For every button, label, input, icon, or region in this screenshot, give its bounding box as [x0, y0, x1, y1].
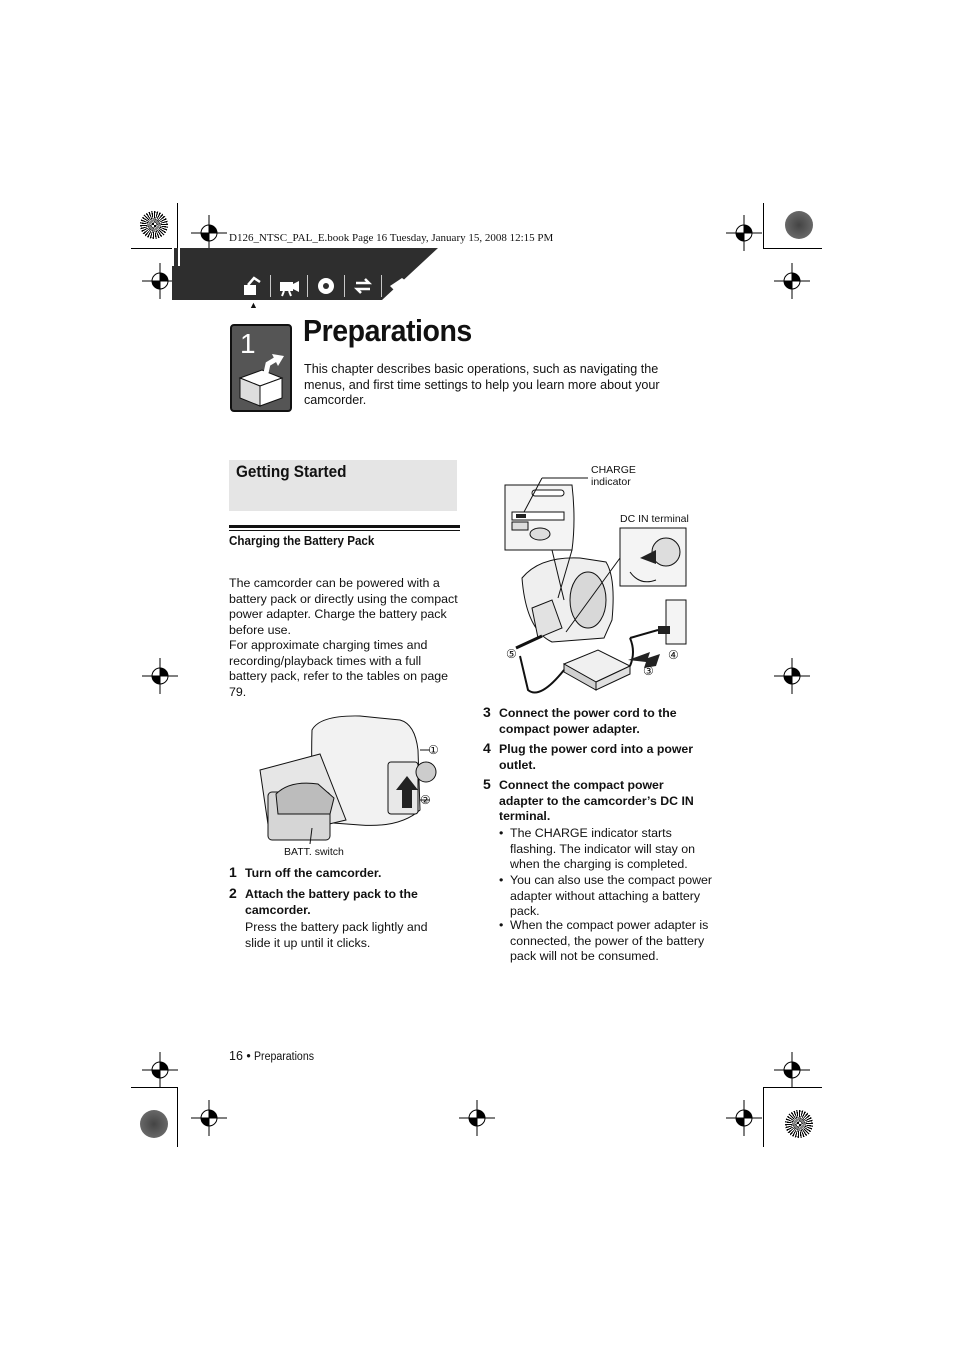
callout-4: ④ [668, 648, 679, 662]
body-paragraph: For approximate charging times and recording/playback times with a full battery pack, refer to the tables on page 79. [229, 638, 449, 699]
registration-mark-icon [774, 263, 810, 299]
step-1 [229, 866, 461, 884]
charge-indicator-label-line1: CHARGE [591, 464, 636, 476]
registration-mark-icon [774, 658, 810, 694]
power-adapter-illustration [480, 460, 720, 705]
callout-1: ① [428, 743, 439, 757]
step-note: Press the battery pack lightly and slide it up until it clicks. [245, 920, 428, 950]
crop-line [177, 1087, 178, 1147]
registration-mark-icon [191, 1100, 227, 1136]
star-target-icon [140, 1110, 168, 1138]
section-heading-box [229, 460, 457, 511]
step-number: 3 [483, 704, 491, 720]
bullet-glyph: • [499, 918, 504, 932]
callout-5: ⑤ [506, 647, 517, 661]
star-target-icon [785, 1110, 813, 1138]
callout-2: ② [420, 793, 431, 807]
crop-line [763, 203, 764, 248]
chapter-badge [230, 324, 292, 412]
camcorder-icon[interactable] [277, 274, 301, 298]
chapter-number: 1 [240, 328, 256, 359]
registration-mark-icon [774, 1052, 810, 1088]
bullet-text: The CHARGE indicator starts flashing. The indicator will stay on when the charging is completed. [510, 826, 696, 872]
step-text: Attach the battery pack to the camcorder. [245, 887, 418, 917]
step-5 [483, 778, 715, 828]
divider [229, 525, 460, 528]
print-header: D126_NTSC_PAL_E.book Page 16 Tuesday, January 15, 2008 12:15 PM [229, 232, 554, 244]
bullet-glyph: • [499, 873, 504, 887]
registration-mark-icon [142, 1052, 178, 1088]
bullet-item [499, 826, 715, 873]
footer-section-name: Preparations [254, 1051, 315, 1063]
body-paragraph: The camcorder can be powered with a battery pack or directly using the compact power adapter. Charge the battery pack before use. [229, 576, 458, 637]
transfer-icon[interactable] [351, 274, 375, 298]
star-target-icon [140, 211, 168, 239]
chapter-intro: This chapter describes basic operations, such as navigating the menus, and first time settings to help you learn more about your camcorder. [304, 362, 660, 407]
book-icon[interactable] [388, 274, 412, 298]
divider [229, 530, 460, 531]
step-text: Connect the compact power adapter to the camcorder’s DC IN terminal. [499, 778, 694, 823]
crop-line [763, 248, 822, 249]
charge-indicator-label-line2: indicator [591, 476, 631, 488]
bullet-item [499, 873, 715, 920]
footer-separator: • [246, 1049, 251, 1063]
camcorder-battery-drawing [250, 710, 450, 860]
batt-switch-label: BATT. switch [284, 846, 344, 858]
step-text: Plug the power cord into a power outlet. [499, 742, 694, 772]
step-2 [229, 887, 461, 923]
step-text: Turn off the camcorder. [245, 866, 382, 880]
step-number: 5 [483, 776, 491, 792]
page-title: Preparations [303, 313, 472, 348]
crop-line [131, 248, 177, 249]
dc-in-terminal-label: DC IN terminal [620, 513, 689, 525]
preparations-icon[interactable] [240, 274, 264, 298]
registration-mark-icon [726, 1100, 762, 1136]
registration-mark-icon [142, 658, 178, 694]
bullet-text: You can also use the compact power adapter without attaching a battery pack. [510, 873, 713, 919]
registration-mark-icon [726, 215, 762, 251]
chapter-nav [240, 271, 412, 301]
crop-line [763, 1087, 764, 1147]
step-number: 2 [229, 885, 237, 901]
photo-icon[interactable] [314, 274, 338, 298]
star-target-icon [785, 211, 813, 239]
battery-attach-illustration [250, 710, 450, 860]
registration-mark-icon [191, 215, 227, 251]
bullet-item [499, 918, 715, 965]
callout-3: ③ [643, 664, 654, 678]
power-adapter-drawing [480, 460, 720, 705]
box-icon [234, 352, 288, 408]
step-text: Connect the power cord to the compact power adapter. [499, 706, 677, 736]
page-number: 16 [229, 1049, 243, 1063]
step-number: 4 [483, 740, 491, 756]
crop-line [177, 203, 178, 248]
section-title: Getting Started [236, 462, 347, 481]
nav-current-marker: ▲ [249, 300, 258, 310]
bullet-text: When the compact power adapter is connected, the power of the battery pack will not be consumed. [510, 918, 709, 964]
step-3 [483, 706, 715, 740]
bullet-glyph: • [499, 826, 504, 840]
step-4 [483, 742, 715, 776]
step-number: 1 [229, 864, 237, 880]
page-footer [229, 1049, 319, 1063]
registration-mark-icon [459, 1100, 495, 1136]
subheading: Charging the Battery Pack [229, 534, 375, 548]
